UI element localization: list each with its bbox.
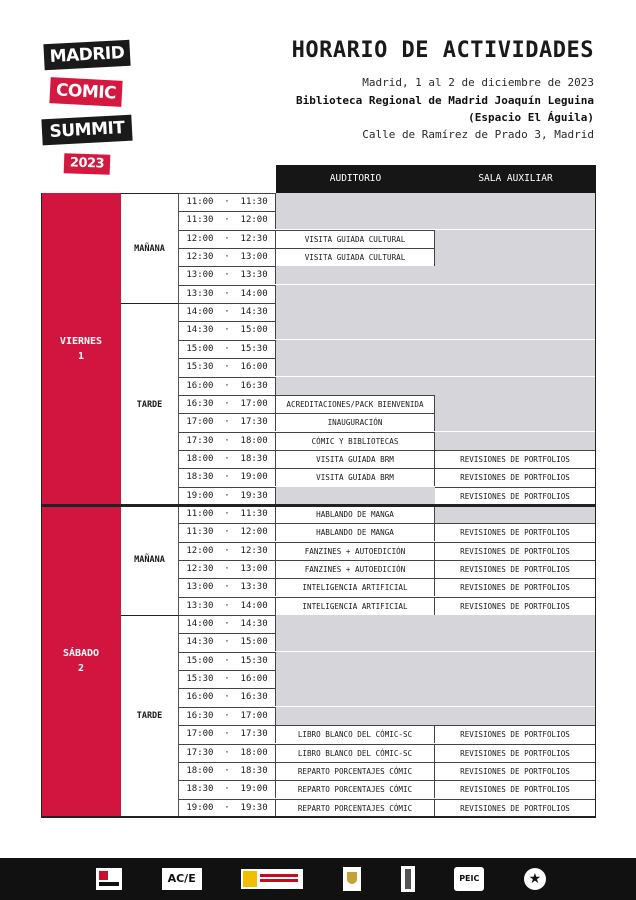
auditorio-empty-cell <box>276 615 435 633</box>
time-slot: 18:00 · 18:30 <box>179 450 276 468</box>
day-label <box>41 505 121 817</box>
time-slot: 18:30 · 19:00 <box>179 468 276 486</box>
column-header-sala-auxiliar: SALA AUXILIAR <box>435 165 596 193</box>
brm-logo <box>96 868 122 890</box>
auditorio-empty-cell <box>276 303 435 321</box>
sala-auxiliar-event: REVISIONES DE PORTFOLIOS <box>435 450 596 468</box>
time-slot: 15:30 · 16:00 <box>179 670 276 688</box>
auditorio-event: HABLANDO DE MANGA <box>276 523 435 541</box>
time-slot: 11:00 · 11:30 <box>179 193 276 211</box>
sala-auxiliar-empty-cell <box>435 340 596 358</box>
auditorio-empty-cell <box>276 487 435 505</box>
time-slot: 16:30 · 17:00 <box>179 395 276 413</box>
time-slot: 11:30 · 12:00 <box>179 523 276 541</box>
sala-auxiliar-empty-cell <box>435 211 596 229</box>
sala-auxiliar-event: REVISIONES DE PORTFOLIOS <box>435 487 596 505</box>
sala-auxiliar-empty-cell <box>435 395 596 413</box>
time-slot: 18:30 · 19:00 <box>179 780 276 798</box>
auditorio-empty-cell <box>276 266 435 284</box>
tower-logo <box>401 866 415 892</box>
session-block-label: MAÑANA <box>121 505 179 615</box>
time-slot: 16:30 · 17:00 <box>179 707 276 725</box>
sala-auxiliar-empty-cell <box>435 358 596 376</box>
logo-madrid: MADRID <box>43 40 130 70</box>
logo-summit: SUMMIT <box>41 115 132 146</box>
session-block-label: TARDE <box>121 303 179 505</box>
auditorio-event: REPARTO PORCENTAJES CÓMIC <box>276 780 435 798</box>
auditorio-event: INTELIGENCIA ARTIFICIAL <box>276 578 435 596</box>
time-slot: 15:00 · 15:30 <box>179 652 276 670</box>
venue-address: Calle de Ramírez de Prado 3, Madrid <box>362 128 594 141</box>
auditorio-event: ACREDITACIONES/PACK BIENVENIDA <box>276 395 435 413</box>
logo-year: 2023 <box>64 153 111 175</box>
star-badge-logo: ★ <box>524 868 546 890</box>
auditorio-empty-cell <box>276 358 435 376</box>
auditorio-event: VISITA GUIADA CULTURAL <box>276 230 435 248</box>
time-slot: 18:00 · 18:30 <box>179 762 276 780</box>
sala-auxiliar-empty-cell <box>435 321 596 339</box>
sala-auxiliar-empty-cell <box>435 193 596 211</box>
column-header-auditorio: AUDITORIO <box>276 165 435 193</box>
time-slot: 14:30 · 15:00 <box>179 321 276 339</box>
sala-auxiliar-event: REVISIONES DE PORTFOLIOS <box>435 744 596 762</box>
auditorio-event: FANZINES + AUTOEDICIÓN <box>276 542 435 560</box>
sala-auxiliar-empty-cell <box>435 633 596 651</box>
day-name: SÁBADO <box>62 647 100 659</box>
ace-logo: AC/E <box>162 868 202 890</box>
time-slot: 17:00 · 17:30 <box>179 413 276 431</box>
auditorio-event: FANZINES + AUTOEDICIÓN <box>276 560 435 578</box>
day-separator <box>41 504 596 507</box>
page-title: HORARIO DE ACTIVIDADES <box>291 38 594 63</box>
auditorio-event: INTELIGENCIA ARTIFICIAL <box>276 597 435 615</box>
auditorio-event: CÓMIC Y BIBLIOTECAS <box>276 432 435 450</box>
venue-space: (Espacio El Águila) <box>468 111 594 124</box>
sala-auxiliar-empty-cell <box>435 413 596 431</box>
sala-auxiliar-empty-cell <box>435 285 596 303</box>
sala-auxiliar-empty-cell <box>435 303 596 321</box>
time-slot: 17:30 · 18:00 <box>179 744 276 762</box>
auditorio-event: INAUGURACIÓN <box>276 413 435 431</box>
time-slot: 11:00 · 11:30 <box>179 505 276 523</box>
sala-auxiliar-empty-cell <box>435 670 596 688</box>
session-block-label: MAÑANA <box>121 193 179 303</box>
auditorio-empty-cell <box>276 633 435 651</box>
auditorio-empty-cell <box>276 707 435 725</box>
auditorio-empty-cell <box>276 670 435 688</box>
auditorio-event: VISITA GUIADA BRM <box>276 450 435 468</box>
time-slot: 12:30 · 13:00 <box>179 560 276 578</box>
auditorio-event: VISITA GUIADA BRM <box>276 468 435 486</box>
sala-auxiliar-event: REVISIONES DE PORTFOLIOS <box>435 597 596 615</box>
sala-auxiliar-empty-cell <box>435 707 596 725</box>
auditorio-empty-cell <box>276 652 435 670</box>
sala-auxiliar-event: REVISIONES DE PORTFOLIOS <box>435 523 596 541</box>
auditorio-empty-cell <box>276 688 435 706</box>
auditorio-event: REPARTO PORCENTAJES CÓMIC <box>276 799 435 817</box>
time-slot: 13:00 · 13:30 <box>179 266 276 284</box>
auditorio-event: VISITA GUIADA CULTURAL <box>276 248 435 266</box>
auditorio-empty-cell <box>276 321 435 339</box>
day-number: 2 <box>77 662 85 674</box>
sala-auxiliar-empty-cell <box>435 266 596 284</box>
day-label <box>41 193 121 505</box>
sala-auxiliar-event: REVISIONES DE PORTFOLIOS <box>435 542 596 560</box>
time-slot: 13:30 · 14:00 <box>179 597 276 615</box>
time-slot: 15:00 · 15:30 <box>179 340 276 358</box>
sala-auxiliar-empty-cell <box>435 505 596 523</box>
time-slot: 17:00 · 17:30 <box>179 725 276 743</box>
event-date: Madrid, 1 al 2 de diciembre de 2023 <box>362 76 594 89</box>
sala-auxiliar-event: REVISIONES DE PORTFOLIOS <box>435 468 596 486</box>
logo-comic: COMIC <box>49 77 122 107</box>
madrid-comic-summit-logo <box>42 42 134 177</box>
time-slot: 14:00 · 14:30 <box>179 615 276 633</box>
peic-logo: PEIC <box>454 867 484 891</box>
sala-auxiliar-empty-cell <box>435 432 596 450</box>
time-slot: 11:30 · 12:00 <box>179 211 276 229</box>
auditorio-event: LIBRO BLANCO DEL CÓMIC-SC <box>276 725 435 743</box>
sala-auxiliar-empty-cell <box>435 615 596 633</box>
comunidad-madrid-crest <box>343 867 361 891</box>
sponsor-footer <box>0 858 636 900</box>
day-name: VIERNES <box>59 335 103 347</box>
time-slot: 12:00 · 12:30 <box>179 542 276 560</box>
time-slot: 16:00 · 16:30 <box>179 688 276 706</box>
sala-auxiliar-event: REVISIONES DE PORTFOLIOS <box>435 725 596 743</box>
time-slot: 17:30 · 18:00 <box>179 432 276 450</box>
auditorio-empty-cell <box>276 193 435 211</box>
time-slot: 19:00 · 19:30 <box>179 487 276 505</box>
sala-auxiliar-empty-cell <box>435 230 596 248</box>
time-slot: 12:30 · 13:00 <box>179 248 276 266</box>
ministerio-cultura-logo <box>241 869 303 889</box>
sala-auxiliar-empty-cell <box>435 377 596 395</box>
auditorio-event: LIBRO BLANCO DEL CÓMIC-SC <box>276 744 435 762</box>
sala-auxiliar-event: REVISIONES DE PORTFOLIOS <box>435 780 596 798</box>
day-number: 1 <box>77 350 85 362</box>
sala-auxiliar-event: REVISIONES DE PORTFOLIOS <box>435 799 596 817</box>
time-slot: 16:00 · 16:30 <box>179 377 276 395</box>
sala-auxiliar-empty-cell <box>435 248 596 266</box>
auditorio-empty-cell <box>276 340 435 358</box>
auditorio-empty-cell <box>276 377 435 395</box>
sala-auxiliar-empty-cell <box>435 652 596 670</box>
auditorio-event: REPARTO PORCENTAJES CÓMIC <box>276 762 435 780</box>
auditorio-empty-cell <box>276 285 435 303</box>
auditorio-event: HABLANDO DE MANGA <box>276 505 435 523</box>
sala-auxiliar-event: REVISIONES DE PORTFOLIOS <box>435 560 596 578</box>
auditorio-empty-cell <box>276 211 435 229</box>
sala-auxiliar-event: REVISIONES DE PORTFOLIOS <box>435 762 596 780</box>
sala-auxiliar-event: REVISIONES DE PORTFOLIOS <box>435 578 596 596</box>
time-slot: 13:30 · 14:00 <box>179 285 276 303</box>
time-slot: 14:30 · 15:00 <box>179 633 276 651</box>
sala-auxiliar-empty-cell <box>435 688 596 706</box>
time-slot: 14:00 · 14:30 <box>179 303 276 321</box>
time-slot: 15:30 · 16:00 <box>179 358 276 376</box>
time-slot: 13:00 · 13:30 <box>179 578 276 596</box>
time-slot: 12:00 · 12:30 <box>179 230 276 248</box>
venue-name: Biblioteca Regional de Madrid Joaquín Leguina <box>295 94 594 107</box>
time-slot: 19:00 · 19:30 <box>179 799 276 817</box>
session-block-label: TARDE <box>121 615 179 817</box>
schedule-table <box>41 165 596 818</box>
